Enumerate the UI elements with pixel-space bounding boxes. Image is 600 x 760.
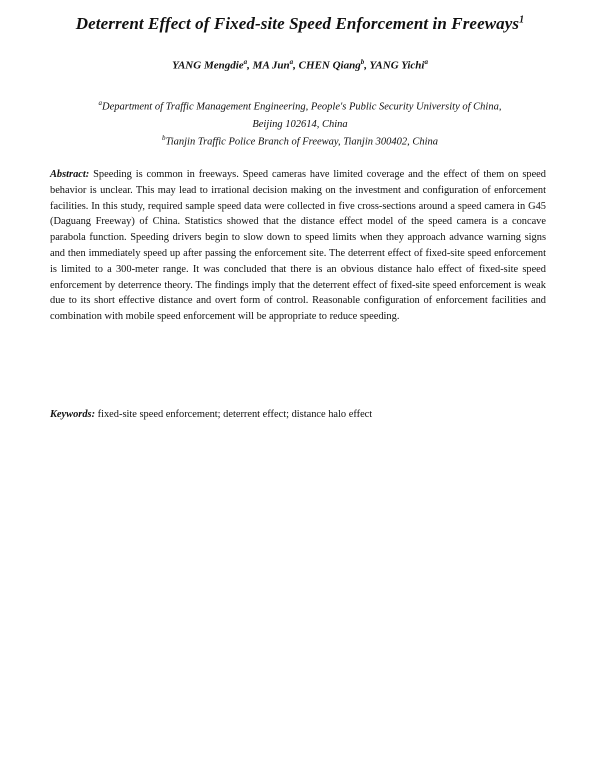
author-separator: , bbox=[364, 59, 370, 72]
abstract-paragraph bbox=[50, 167, 546, 325]
title-text: Deterrent Effect of Fixed-site Speed Enforcement in Freeways bbox=[75, 14, 520, 33]
abstract-label-separator: : bbox=[85, 169, 94, 180]
keywords-label-separator: : bbox=[91, 409, 98, 420]
affiliation-a bbox=[40, 95, 560, 133]
title-footnote-mark: 1 bbox=[519, 14, 525, 26]
keywords-paragraph bbox=[50, 407, 546, 423]
author-name: YANG Mengdie bbox=[172, 59, 244, 72]
keywords-label: Keywords bbox=[50, 409, 92, 420]
keywords-text: fixed-site speed enforcement; deterrent effect; distance halo effect bbox=[97, 409, 373, 420]
affiliation-mark: b bbox=[161, 134, 166, 142]
paper-title bbox=[20, 14, 580, 34]
affiliation-line: Beijing 102614, China bbox=[252, 118, 348, 130]
author-affiliation-mark: a bbox=[243, 58, 248, 66]
author-name: MA Jun bbox=[252, 59, 290, 72]
affiliation-line: Tianjin Traffic Police Branch of Freeway, Tianjin 300402, China bbox=[165, 136, 439, 148]
author-list bbox=[20, 58, 580, 72]
author-affiliation-mark: a bbox=[289, 58, 294, 66]
affiliation-line: Department of Traffic Management Engineering, People's Public Security University of China, bbox=[102, 101, 502, 113]
author-affiliation-mark: b bbox=[360, 58, 365, 66]
author-affiliation-mark: a bbox=[424, 58, 428, 66]
author-name: CHEN Qiang bbox=[298, 59, 361, 72]
author-name: YANG Yichi bbox=[369, 59, 425, 72]
affiliation-b bbox=[40, 130, 560, 151]
abstract-text: Speeding is common in freeways. Speed cameras have limited coverage and the effect of them on speed behavior is unclear. This may lead to irrational decision making on the investment and configuration of enforcement facilities. In this study, required sample speed data were collected in five cross-sections around a speed camera in G45 (Daguang Freeway) of China. Statistics showed that the distance effect model of the speed camera is a concave parabola function. Speeding drivers begin to slow down to speed limits when they approach advance warning signs and then immediately speed up after passing the enforcement site. The deterrent effect of fixed-site speed enforcement is limited to a 300-meter range. It was concluded that there is an obvious distance halo effect of fixed-site speed enforcement by deterrence theory. The findings imply that the deterrent effect of fixed-site speed enforcement is weak due to its short effective distance and overt form of control. Reasonable configuration of enforcement facilities and combination with mobile speed enforcement will be appropriate to reduce speeding. bbox=[50, 169, 546, 323]
abstract-label: Abstract bbox=[50, 169, 86, 180]
author-separator: , bbox=[247, 59, 253, 72]
author-separator: , bbox=[293, 59, 299, 72]
affiliation-mark: a bbox=[98, 99, 103, 107]
